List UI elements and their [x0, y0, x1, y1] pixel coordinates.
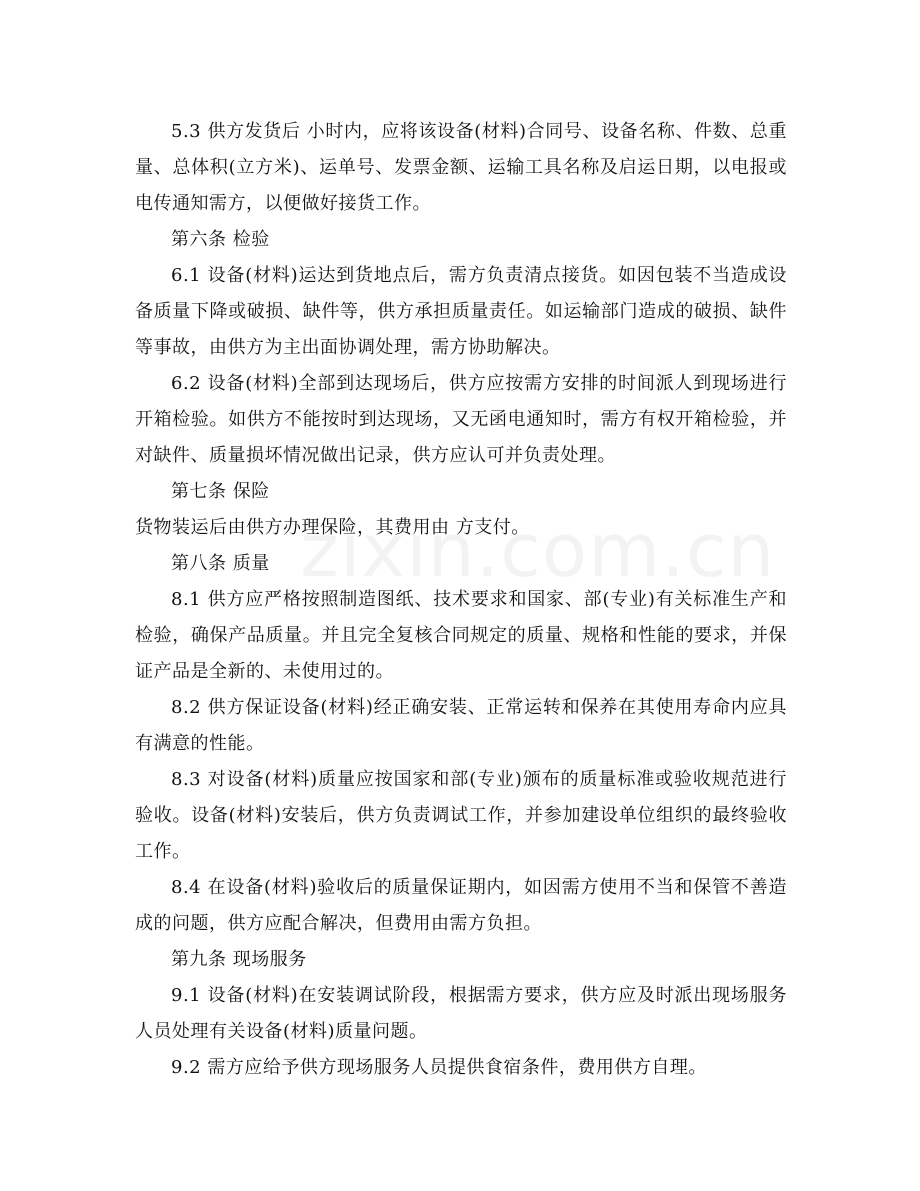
paragraph-8-1: 8.1 供方应严格按照制造图纸、技术要求和国家、部(专业)有关标准生产和检验，确保产品质量。并且完全复核合同规定的质量、规格和性能的要求，并保证产品是全新的、未使用过的。	[135, 589, 787, 682]
heading-article-7: 第七条 保险	[171, 481, 270, 502]
paragraph-8-4: 8.4 在设备(材料)验收后的质量保证期内，如因需方使用不当和保管不善造成的问题，供方应配合解决，但费用由需方负担。	[135, 877, 787, 934]
heading-article-8: 第八条 质量	[171, 553, 270, 574]
paragraph-6-1: 6.1 设备(材料)运达到货地点后，需方负责清点接货。如因包装不当造成设备质量下降或破损、缺件等，供方承担质量责任。如运输部门造成的破损、缺件等事故，由供方为主出面协调处理，需方协助解决。	[135, 265, 787, 358]
heading-article-9: 第九条 现场服务	[171, 949, 307, 970]
paragraph-9-2: 9.2 需方应给予供方现场服务人员提供食宿条件，费用供方自理。	[171, 1057, 707, 1078]
document-body	[135, 114, 787, 1086]
paragraph-insurance: 货物装运后由供方办理保险，其费用由 方支付。	[135, 517, 530, 538]
paragraph-8-3: 8.3 对设备(材料)质量应按国家和部(专业)颁布的质量标准或验收规范进行验收。设备(材料)安装后，供方负责调试工作，并参加建设单位组织的最终验收工作。	[135, 769, 787, 862]
heading-article-6: 第六条 检验	[171, 229, 270, 250]
paragraph-6-2: 6.2 设备(材料)全部到达现场后，供方应按需方安排的时间派人到现场进行开箱检验。如供方不能按时到达现场，又无函电通知时，需方有权开箱检验，并对缺件、质量损坏情况做出记录，供方应认可并负责处理。	[135, 373, 787, 466]
paragraph-9-1: 9.1 设备(材料)在安装调试阶段，根据需方要求，供方应及时派出现场服务人员处理有关设备(材料)质量问题。	[135, 985, 787, 1042]
paragraph-8-2: 8.2 供方保证设备(材料)经正确安装、正常运转和保养在其使用寿命内应具有满意的性能。	[135, 697, 787, 754]
paragraph-5-3: 5.3 供方发货后 小时内，应将该设备(材料)合同号、设备名称、件数、总重量、总体积(立方米)、运单号、发票金额、运输工具名称及启运日期，以电报或电传通知需方，以便做好接货工作。	[135, 121, 787, 214]
